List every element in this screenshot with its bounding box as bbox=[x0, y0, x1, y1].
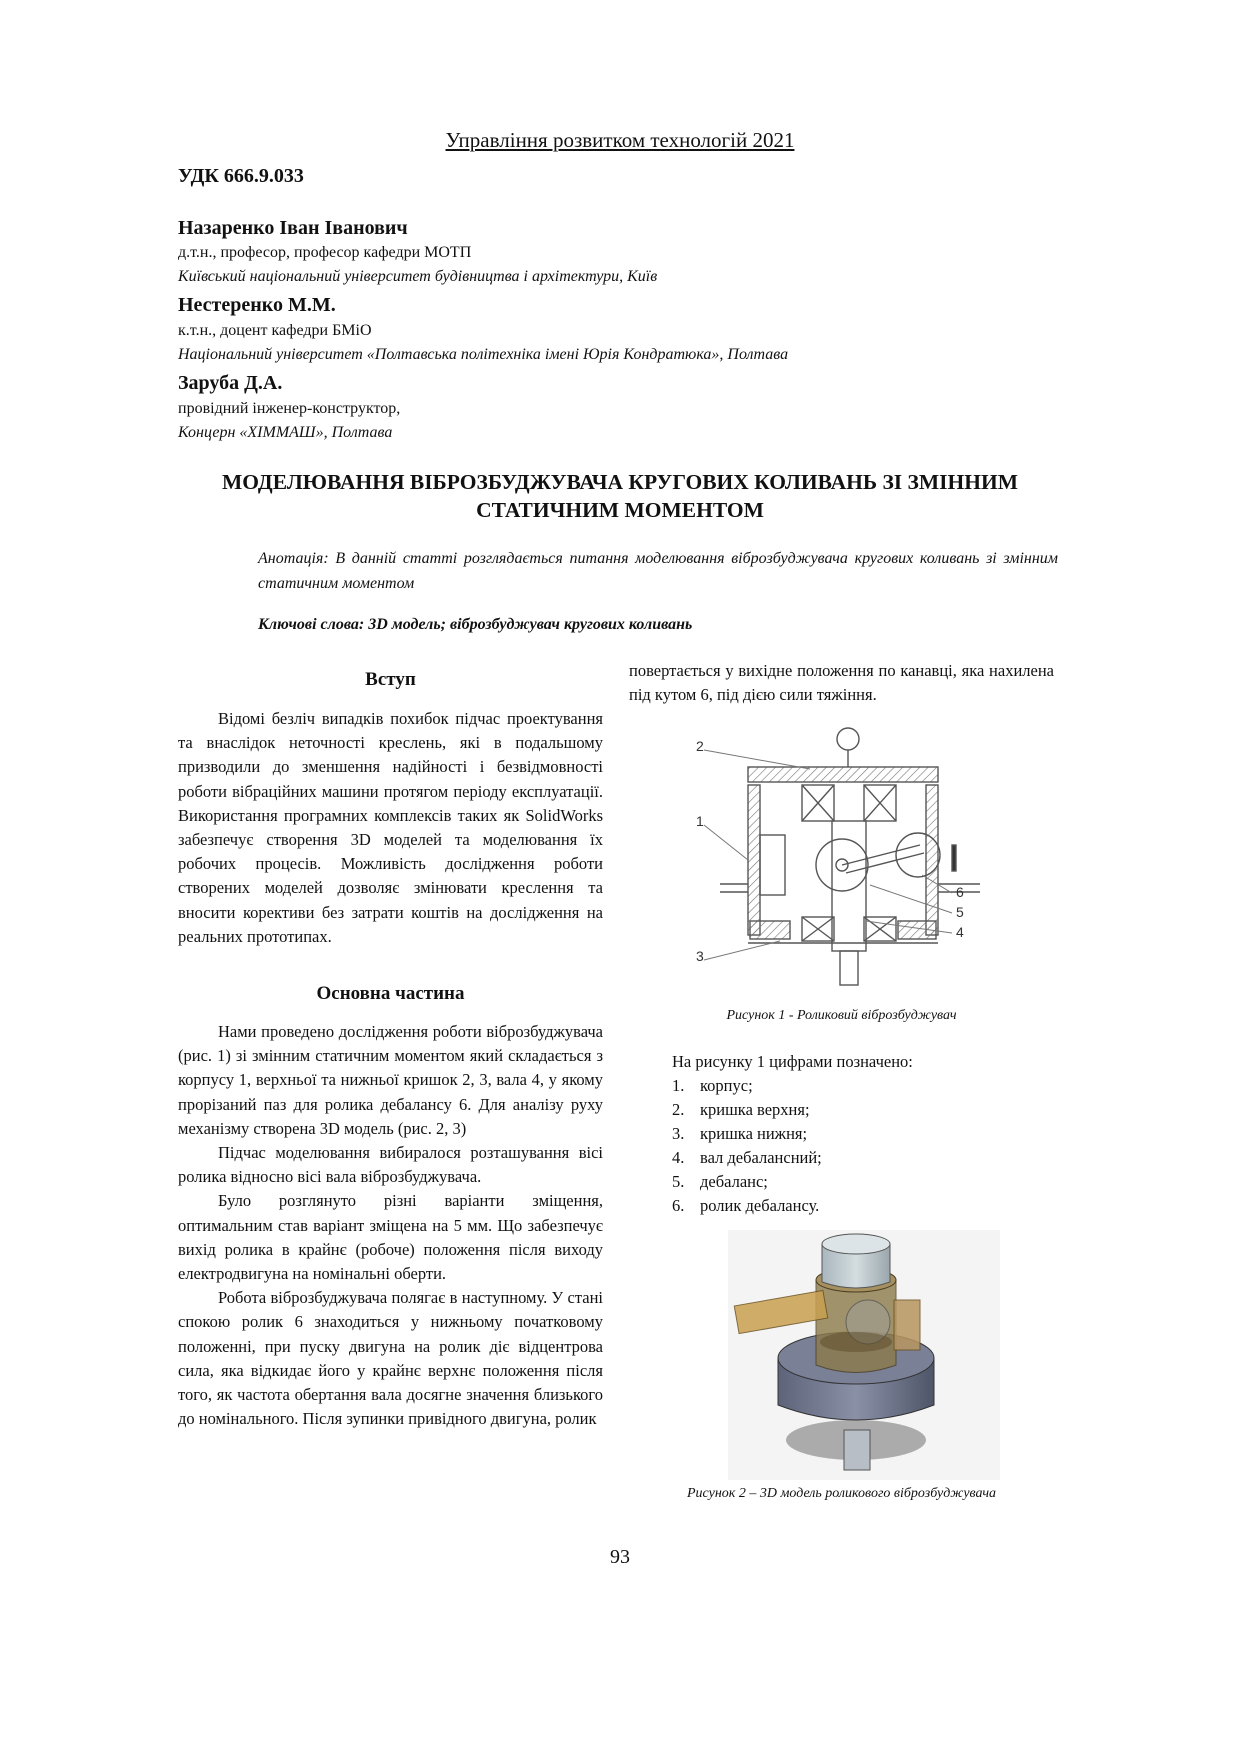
list-item: 4. вал дебалансний; bbox=[672, 1148, 822, 1167]
figure-1-drawing bbox=[690, 725, 990, 995]
main-body bbox=[178, 1020, 603, 1431]
title-line-1: МОДЕЛЮВАННЯ ВІБРОЗБУДЖУВАЧА КРУГОВИХ КОЛИВАНЬ ЗІ ЗМІННИМ bbox=[221, 470, 1019, 494]
title-line-2: СТАТИЧНИМ МОМЕНТОМ bbox=[476, 498, 764, 522]
bearing-upper bbox=[802, 785, 896, 821]
shaft bbox=[832, 821, 866, 985]
main-paragraph-1: Нами проведено дослідження роботи віброзбуджувача (рис. 1) зі змінним статичним моментом який складається з корпусу 1, верхньої та нижньої кришок 2, 3, вала 4, у якому прорізаний паз для ролика дебалансу 6. Для аналізу руху механізму створена 3D модель (рис. 2, 3) bbox=[178, 1022, 603, 1138]
author-position-1: д.т.н., професор, професор кафедри МОТП bbox=[178, 244, 472, 261]
author-org-1: Київський національний університет будівництва і архітектури, Київ bbox=[178, 268, 658, 285]
label-2: 2 bbox=[696, 738, 704, 754]
list-item: 5. дебаланс; bbox=[672, 1172, 768, 1191]
main-paragraph-4: Робота віброзбуджувача полягає в наступному. У стані спокою ролик 6 знаходиться у нижньому початковому положенні, при пуску двигуна на ролик діє відцентрова сила, яка відкидає його у крайнє верхнє положення після того, як частота обертання вала досягне значення близького до номінального. Після зупинки привідного двигуна, ролик bbox=[178, 1288, 603, 1429]
label-4: 4 bbox=[956, 924, 964, 940]
journal-header bbox=[0, 128, 1240, 153]
author-name-1: Назаренко Іван Іванович bbox=[178, 217, 408, 239]
list-item: 6. ролик дебалансу. bbox=[672, 1196, 820, 1215]
right-continuation-text: повертається у вихідне положення по канавці, яка нахилена під кутом 6, під дією сили тяжіння. bbox=[629, 661, 1054, 705]
label-6: 6 bbox=[956, 884, 964, 900]
author-name-3: Заруба Д.А. bbox=[178, 372, 283, 394]
intro-text: Відомі безліч випадків похибок підчас проектування та внаслідок неточності креслень, які в подальшому призводили до зменшення надійності і безвідмовності роботи вібраційних машини протягом періоду експлуатації. Використання програмних комплексів таких як SolidWorks забезпечує створення 3D моделей та моделювання їх робочих процесів. Можливість дослідження роботи створених моделей дозволяє змінювати креслення та вносити корективи без затрати коштів на дослідження на реальних прототипах. bbox=[178, 709, 603, 946]
eye-bolt bbox=[837, 728, 859, 767]
figure-1-caption: Рисунок 1 - Роликовий віброзбуджувач bbox=[726, 1008, 957, 1023]
bearing-lower bbox=[748, 917, 938, 943]
author-position-2: к.т.н., доцент кафедри БМіО bbox=[178, 322, 372, 339]
author-position-3: провідний інженер-конструктор, bbox=[178, 400, 401, 417]
list-item: 2. кришка верхня; bbox=[672, 1100, 810, 1119]
list-item: 1. корпус; bbox=[672, 1076, 753, 1095]
authors-block bbox=[178, 215, 788, 445]
page-number: 93 bbox=[610, 1546, 630, 1568]
udk-code: УДК 666.9.033 bbox=[178, 165, 304, 187]
author-org-3: Концерн «ХІММАШ», Полтава bbox=[178, 424, 393, 441]
intro-paragraph bbox=[178, 707, 603, 949]
label-3: 3 bbox=[696, 948, 704, 964]
label-5: 5 bbox=[956, 904, 964, 920]
legend-intro: На рисунку 1 цифрами позначено: bbox=[672, 1052, 913, 1071]
list-item: 3. кришка нижня; bbox=[672, 1124, 808, 1143]
housing-body bbox=[720, 767, 980, 935]
main-heading: Основна частина bbox=[316, 983, 465, 1004]
journal-title: Управління розвитком технологій 2021 bbox=[445, 128, 795, 152]
figure-legend bbox=[672, 1050, 1052, 1218]
main-paragraph-2: Підчас моделювання вибиралося розташування вісі ролика відносно вісі вала віброзбуджувача. bbox=[178, 1143, 603, 1187]
figure-2-caption: Рисунок 2 – 3D модель роликового віброзбуджувача bbox=[686, 1486, 997, 1501]
author-org-2: Національний університет «Полтавська політехніка імені Юрія Кондратюка», Полтава bbox=[178, 346, 789, 363]
label-1: 1 bbox=[696, 813, 704, 829]
figure-2-3d-model bbox=[728, 1230, 1000, 1480]
keywords: Ключові слова: 3D модель; віброзбуджувач кругових коливань bbox=[258, 616, 693, 633]
abstract: Анотація: В данній статті розглядається питання моделювання віброзбуджувача кругових коливань зі змінним статичним моментом bbox=[258, 550, 1058, 592]
author-name-2: Нестеренко М.М. bbox=[178, 294, 336, 316]
main-paragraph-3: Було розглянуто різні варіанти зміщення, оптимальним став варіант зміщена на 5 мм. Що забезпечує вихід ролика в крайнє (робоче) положення після виходу електродвигуна на номінальні оберти. bbox=[178, 1191, 603, 1284]
right-continuation bbox=[629, 659, 1054, 707]
intro-heading: Вступ bbox=[365, 669, 416, 690]
article-title bbox=[160, 468, 1080, 524]
